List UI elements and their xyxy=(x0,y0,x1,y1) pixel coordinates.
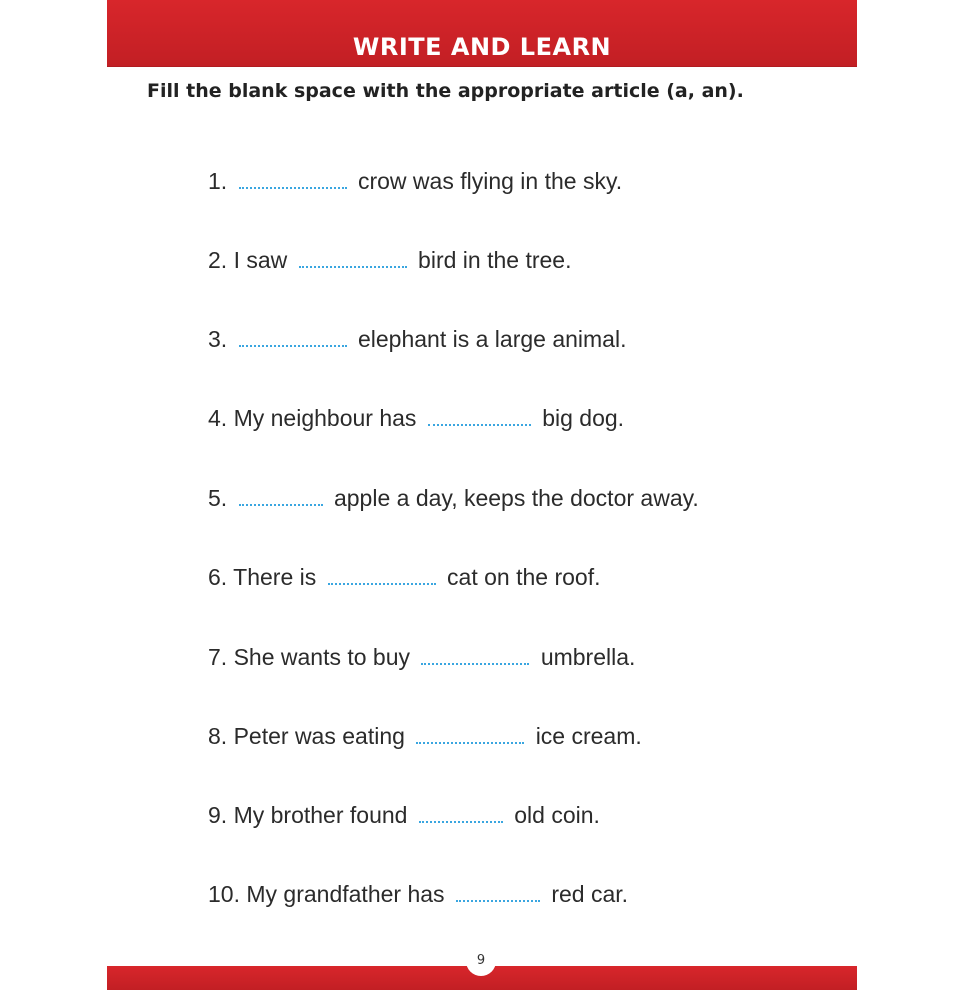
question-text-after: big dog. xyxy=(542,405,625,431)
instruction-text: Fill the blank space with the appropriate article (a, an). xyxy=(147,80,744,102)
answer-blank[interactable] xyxy=(239,167,347,189)
question-number: 2. xyxy=(208,247,228,273)
question-text-before: There is xyxy=(233,564,317,590)
question-number: 1. xyxy=(208,168,228,194)
answer-blank[interactable] xyxy=(456,880,540,902)
question-item xyxy=(208,245,571,275)
question-item xyxy=(208,483,699,513)
question-item xyxy=(208,324,626,354)
question-text-after: ice cream. xyxy=(535,723,642,749)
question-item xyxy=(208,800,600,830)
page-number: 9 xyxy=(466,946,496,976)
question-number: 10. xyxy=(208,881,240,907)
question-number: 5. xyxy=(208,485,228,511)
question-text-after: bird in the tree. xyxy=(418,247,572,273)
question-text-before: My grandfather has xyxy=(246,881,445,907)
question-text-before: She wants to buy xyxy=(233,644,411,670)
header-bar xyxy=(107,0,857,66)
question-item xyxy=(208,642,635,672)
question-text-after: old coin. xyxy=(514,802,600,828)
answer-blank[interactable] xyxy=(299,246,407,268)
question-number: 6. xyxy=(208,564,228,590)
question-number: 3. xyxy=(208,326,228,352)
question-number: 7. xyxy=(208,644,228,670)
question-text-after: crow was flying in the sky. xyxy=(357,168,623,194)
question-item xyxy=(208,562,600,592)
page-title: WRITE AND LEARN xyxy=(352,33,612,61)
question-number: 9. xyxy=(208,802,228,828)
question-number: 8. xyxy=(208,723,228,749)
answer-blank[interactable] xyxy=(239,325,347,347)
answer-blank[interactable] xyxy=(239,484,323,506)
question-text-after: red car. xyxy=(551,881,629,907)
question-text-before: Peter was eating xyxy=(233,723,405,749)
question-item xyxy=(208,166,622,196)
answer-blank[interactable] xyxy=(328,563,436,585)
question-text-before: My neighbour has xyxy=(233,405,417,431)
question-text-after: cat on the roof. xyxy=(447,564,601,590)
answer-blank[interactable] xyxy=(421,643,529,665)
question-text-before: I saw xyxy=(233,247,288,273)
answer-blank[interactable] xyxy=(428,404,531,426)
question-item xyxy=(208,403,624,433)
answer-blank[interactable] xyxy=(416,722,524,744)
question-text-after: apple a day, keeps the doctor away. xyxy=(333,485,699,511)
question-number: 4. xyxy=(208,405,228,431)
question-text-before: My brother found xyxy=(233,802,408,828)
question-text-after: elephant is a large animal. xyxy=(357,326,627,352)
question-text-after: umbrella. xyxy=(540,644,636,670)
question-item xyxy=(208,721,642,751)
question-item xyxy=(208,879,628,909)
answer-blank[interactable] xyxy=(419,801,503,823)
